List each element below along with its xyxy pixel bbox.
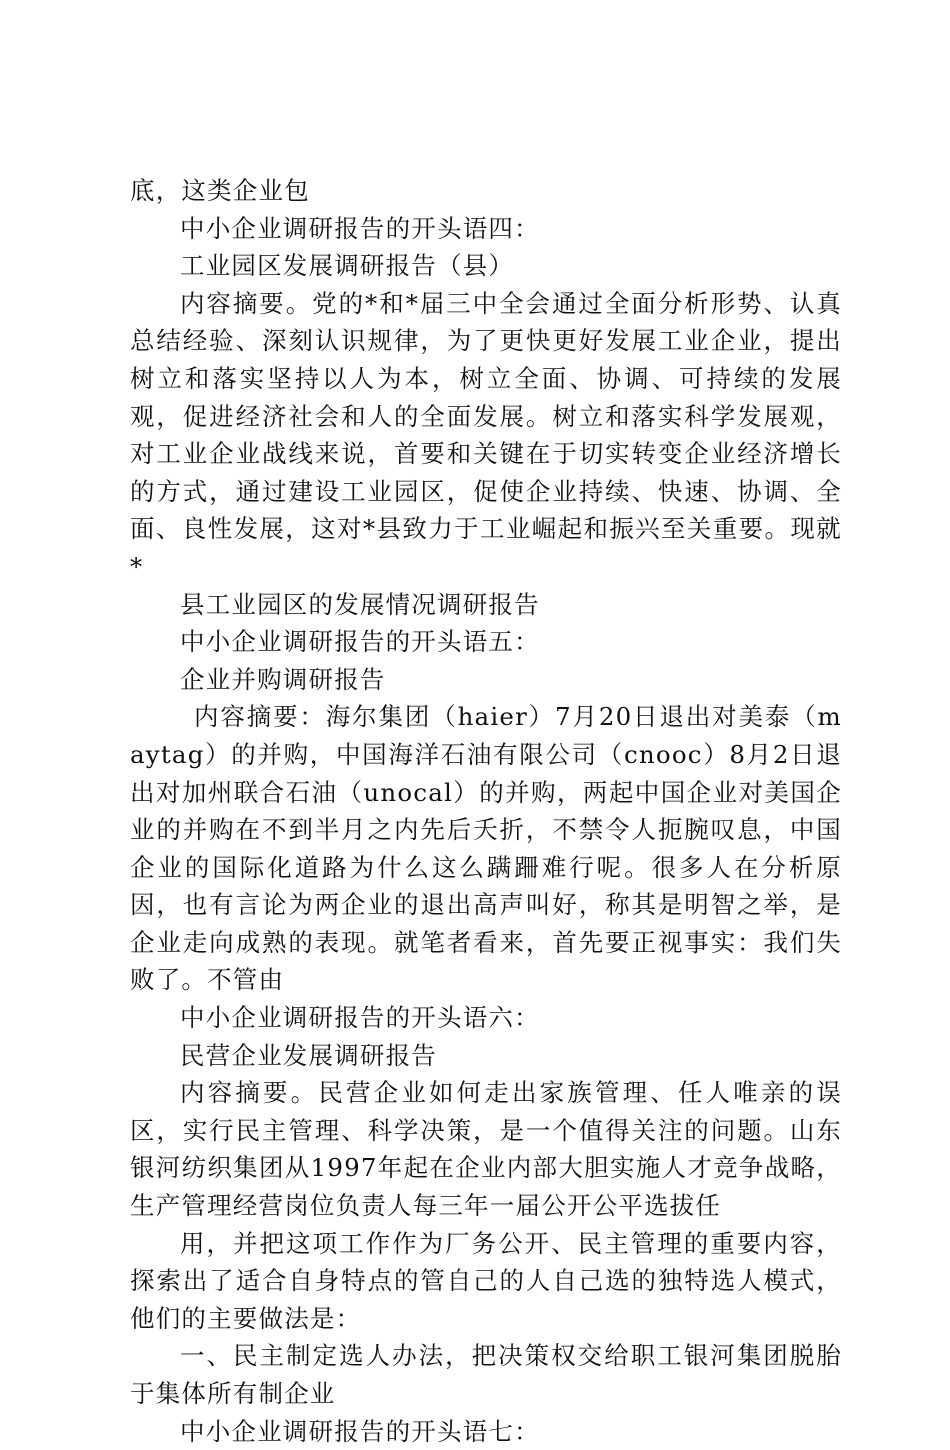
section-heading: 中小企业调研报告的开头语五： [180,627,540,657]
report-title: 企业并购调研报告 [180,664,386,694]
paragraph: 内容摘要。党的*和*届三中全会通过全面分析形势、认真总结经验、深刻认识规律，为了更快更好发展工业企业，提出树立和落实坚持以人为本，树立全面、协调、可持续的发展观，促进经济社会和人的全面发展。树立和落实科学发展观，对工业企业战线来说，首要和关键在于切实转变企业经济增长的方式，通过建设工业园区，促使企业持续、快速、协调、全面、良性发展，这对*县致力于工业崛起和振兴至关重要。现就* [130,288,842,581]
report-title: 工业园区发展调研报告（县） [180,251,515,281]
paragraph: 内容摘要。民营企业如何走出家族管理、任人唯亲的误区，实行民主管理、科学决策，是一个值得关注的问题。山东银河纺织集团从1997年起在企业内部大胆实施人才竞争战略，生产管理经营岗位负责人每三年一届公开公平选拔任 [130,1078,842,1221]
paragraph: 底，这类企业包 [130,176,310,205]
section-heading: 中小企业调研报告的开头语七： [180,1416,540,1446]
section-heading: 中小企业调研报告的开头语四： [180,213,540,243]
paragraph: 一、民主制定选人办法，把决策权交给职工银河集团脱胎于集体所有制企业 [130,1341,842,1408]
report-title: 民营企业发展调研报告 [180,1040,437,1070]
paragraph: 内容摘要：海尔集团（haier）7月20日退出对美泰（maytag）的并购，中国海洋石油有限公司（cnooc）8月2日退出对加州联合石油（unocal）的并购，两起中国企业对美国企业的并购在不到半月之内先后夭折，不禁令人扼腕叹息，中国企业的国际化道路为什么这么蹒跚难行呢。很多人在分析原因，也有言论为两企业的退出高声叫好，称其是明智之举，是企业走向成熟的表现。就笔者看来，首先要正视事实：我们失败了。不管由 [130,702,842,995]
document-body [130,172,842,1450]
paragraph: 县工业园区的发展情况调研报告 [180,589,540,619]
section-heading: 中小企业调研报告的开头语六： [180,1003,540,1033]
paragraph: 用，并把这项工作作为厂务公开、民主管理的重要内容，探索出了适合自身特点的管自己的人自己选的独特选人模式，他们的主要做法是： [130,1228,842,1333]
